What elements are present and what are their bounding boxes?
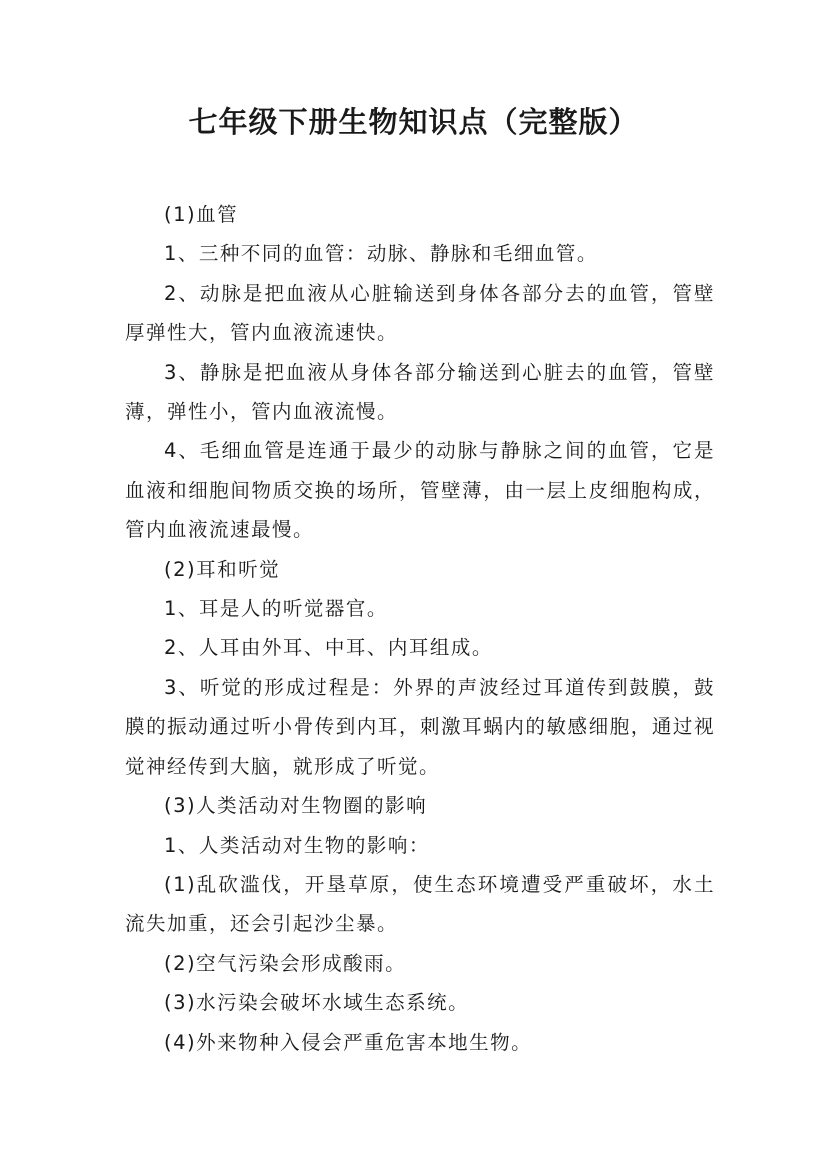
- section-heading-blood-vessels: (1)血管: [164, 203, 239, 226]
- paragraph: 3、听觉的形成过程是：外界的声波经过耳道传到鼓膜，鼓膜的振动通过听小骨传到内耳，刺激耳蜗内的敏感细胞，通过视觉神经传到大脑，就形成了听觉。: [125, 675, 715, 778]
- list-item: (2)空气污染会形成酸雨。: [164, 951, 407, 975]
- list-item: (1)乱砍滥伐，开垦草原，使生态环境遭受严重破坏，水土流失加重，还会引起沙尘暴。: [125, 872, 715, 936]
- paragraph: 4、毛细血管是连通于最少的动脉与静脉之间的血管，它是血液和细胞间物质交换的场所，管壁薄，由一层上皮细胞构成，管内血液流速最慢。: [125, 439, 715, 542]
- paragraph: 2、动脉是把血液从心脏输送到身体各部分去的血管，管壁厚弹性大，管内血液流速快。: [125, 281, 715, 345]
- list-item: (3)水污染会破坏水域生态系统。: [164, 991, 470, 1015]
- section-heading-human-impact: (3)人类活动对生物圈的影响: [164, 794, 428, 818]
- paragraph: 3、静脉是把血液从身体各部分输送到心脏去的血管，管壁薄，弹性小，管内血液流慢。: [125, 360, 715, 424]
- paragraph: 1、人类活动对生物的影响：: [164, 833, 430, 857]
- document-body: [125, 195, 715, 1062]
- paragraph: 1、耳是人的听觉器官。: [164, 597, 388, 621]
- list-item: (4)外来物种入侵会严重危害本地生物。: [164, 1030, 533, 1054]
- paragraph: 2、人耳由外耳、中耳、内耳组成。: [164, 636, 493, 660]
- section-heading-ear-hearing: (2)耳和听觉: [164, 557, 281, 581]
- paragraph: 1、三种不同的血管：动脉、静脉和毛细血管。: [164, 242, 598, 266]
- document-title: 七年级下册生物知识点（完整版）: [188, 105, 639, 139]
